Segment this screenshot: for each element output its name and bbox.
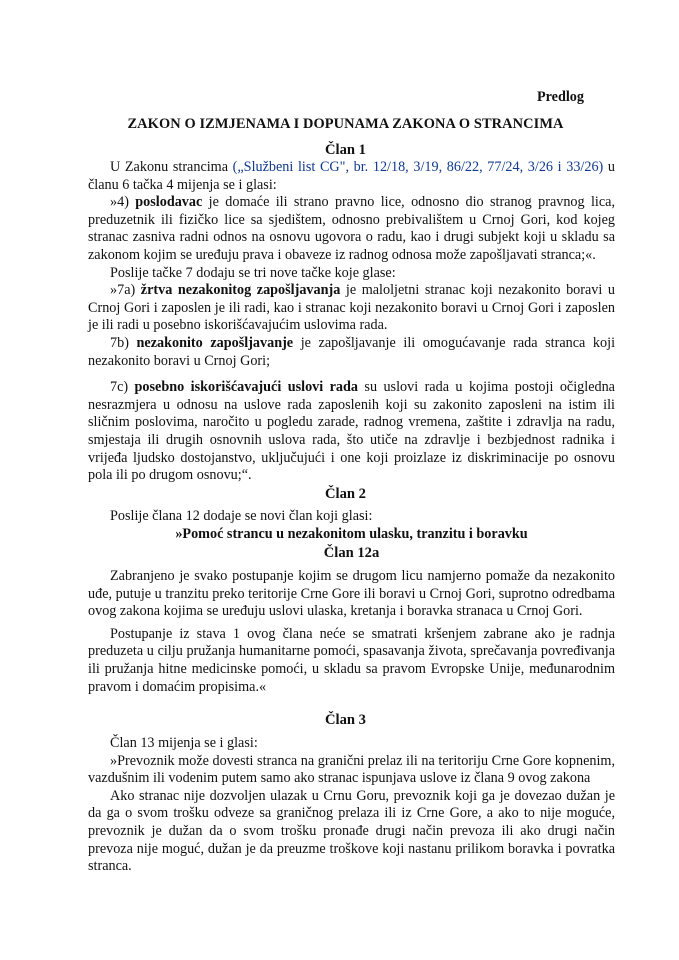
intro-text: U Zakonu strancima (110, 159, 233, 175)
article-3-heading: Član 3 (325, 712, 366, 728)
intro-text-end: u članu 6 tačka 4 mijenja se i glasi: (88, 159, 615, 193)
article-12a-title: »Pomoć strancu u nezakonitom ulasku, tranzitu i boravku (175, 526, 528, 542)
gazette-reference: („Službeni list CG", br. 12/18, 3/19, 86/22, 77/24, 3/26 i 33/26) (232, 159, 604, 175)
point-7b-text: je zapošljavanje ili omogućavanje rada stranca koji nezakonito boravi u Crnoj Gori; (88, 334, 616, 369)
article-1-intro (88, 159, 615, 194)
point-7b-term: nezakonito zapošljavanje (136, 334, 294, 351)
point-7c-text: su uslovi rada u kojima postoji očigledna nesrazmjera u odnosu na uslove rada zaposlenih koji su zakonito zaposleni na istim ili sličnim poslovima, naročito u pogledu zarade, radnog vremena, zaštite i zdravlja na radu, smjestaja ili drugih osnovnih uslova rada, što utiče na zdravlje i bezbjednost radnika i vrijeđa ljudsko dostojanstvo, uključujući i one koji proizlaze iz diskriminacije po osnovu pola ili po drugom osnovu;“. (88, 379, 615, 484)
proposal-label: Predlog (536, 89, 584, 105)
article-12a-paragraph-1: Zabranjeno je svako postupanje kojim se drugom licu namjerno pomaže da nezakonito uđe, putuje u tranzitu preko teritorije Crne Gore ili boravi u Crnoj Gori, suprotno odredbama ovog zakona kojima se uređuju uslovi ulaska, kretanja i boravka stranaca u Crnoj Gori. (88, 568, 615, 620)
article-2-intro: Poslije člana 12 dodaje se novi član koji glasi: (110, 508, 373, 524)
point-7a-term: žrtva nezakonitog zapošljavanja (140, 282, 341, 299)
article-3-body (88, 735, 615, 876)
point-7a-number: »7a) (110, 282, 141, 299)
article-3-paragraph-2: Ako stranac nije dozvoljen ulazak u Crnu Goru, prevoznik koji ga je dovezao dužan je da ga o svom trošku odveze sa graničnog prelaza ili iz Crne Gore, a ako to nije moguće, prevoznik je dužan da o svom trošku pronađe drugi način prevoza ili ako drugi način prevoza nije moguć, dužan je da preuzme troškove koji nastanu prilikom boravka i povratka stranca. (88, 787, 615, 875)
point-7c (88, 379, 615, 485)
point-4-text: je domaće ili strano pravno lice, odnosno dio stranog pravnog lica, preduzetnik ili fizičko lice sa sjedištem, odnosno prebivalištem u Crnoj Gori, kod kojeg stranac zasniva radni odnos na osnovu ugovora o radu, kao i drugi subjekt koji u skladu sa zakonom kojim se uređuju prava i obaveze iz radnog odnosa može zapošljavati stranca;«. (88, 194, 616, 263)
after-point-7: Poslije tačke 7 dodaju se tri nove tačke koje glase: (110, 264, 396, 281)
article-3-paragraph-1: »Prevoznik može dovesti stranca na granični prelaz ili na teritoriju Crne Gore kopnenim, vazdušnim ili vodenim putem samo ako stranac ispunjava uslove iz člana 9 ovog zakona (88, 752, 615, 787)
article-12a-heading: Član 12a (323, 545, 380, 561)
point-7c-number: 7c) (110, 379, 135, 396)
point-7b (88, 335, 615, 370)
article-1-heading: Član 1 (325, 142, 366, 158)
point-7a (88, 282, 615, 335)
article-3-intro: Član 13 mijenja se i glasi: (110, 735, 258, 751)
point-7a-text: je maloljetni stranac koji nezakonito boravi u Crnoj Gori i zaposlen je ili radi, kao i stranac koji nezakonito boravi u Crnoj Gori i zaposlen je ili radi u posebno iskorišćavajućim uslovima rada. (88, 282, 615, 334)
point-4-number: »4) (110, 194, 136, 211)
article-2-intro-block (88, 508, 615, 526)
point-4-term: poslodavac (135, 194, 203, 211)
point-4 (88, 194, 615, 264)
article-2-heading: Član 2 (325, 486, 366, 502)
law-title: ZAKON O IZMJENAMA I DOPUNAMA ZAKONA O STRANCIMA (127, 116, 564, 132)
article-1-body (88, 159, 615, 485)
point-7b-number: 7b) (110, 334, 137, 351)
article-12a-paragraph-2: Postupanje iz stava 1 ovog člana neće se smatrati kršenjem zabrane ako je radnja preduzeta u cilju pružanja humanitarne pomoći, spasavanja života, sprečavanja povređivanja ili pružanja hitne medicinske pomoći, u skladu sa pravom Evropske Unije, međunarodnim pravom i domaćim propisima.« (88, 625, 615, 695)
point-7c-term: posebno iskorišćavajući uslovi rada (134, 379, 358, 396)
article-12a-body (88, 568, 615, 696)
